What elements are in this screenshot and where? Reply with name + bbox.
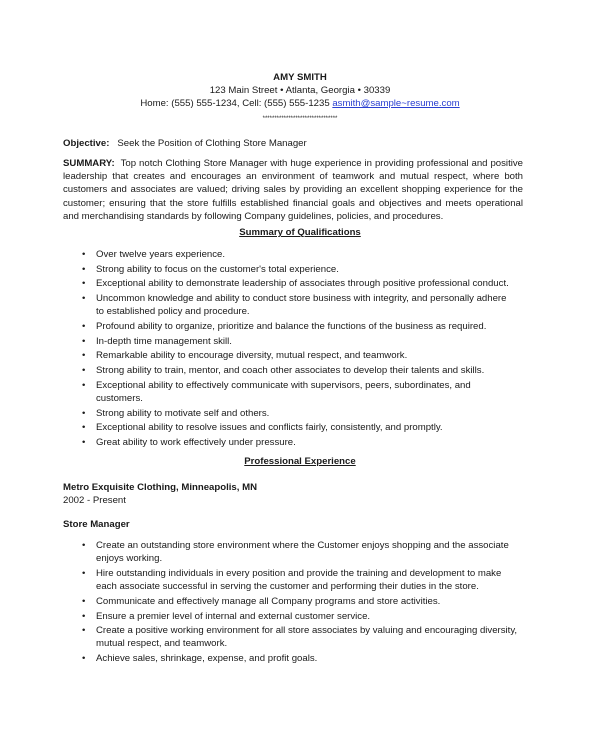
bullet-icon: • xyxy=(82,567,86,579)
summary-text: Top notch Clothing Store Manager with huge experience in providing professional and positive leadership that creates and encourages an environment of teamwork and mutual respect, where both customers and associates are valued; driving sales by providing an excellent shopping experience for the customer; ensuring that the store fulfills established financial goals and objectives and meets operational and merchandising standards by following Company guidelines, policies, and procedures. xyxy=(63,158,523,222)
list-item: • Create a positive working environment for all store associates by valuing and encouraging diversity, mutual respect, and teamwork. xyxy=(82,625,518,650)
summary-label: SUMMARY: xyxy=(63,158,115,169)
contact-line xyxy=(0,97,600,110)
objective-section xyxy=(63,137,523,150)
list-item: • Achieve sales, shrinkage, expense, and profit goals. xyxy=(82,653,318,665)
bullet-icon: • xyxy=(82,350,86,362)
list-item: • Create an outstanding store environment where the Customer enjoys shopping and the associate enjoys working. xyxy=(82,540,509,565)
list-item: • Ensure a premier level of internal and external customer service. xyxy=(82,610,371,622)
list-item: • In-depth time management skill. xyxy=(82,335,232,347)
qualifications-heading: Summary of Qualifications xyxy=(239,227,361,238)
bullet-icon: • xyxy=(82,335,86,347)
list-item: • Hire outstanding individuals in every position and provide the training and development to make each associate successful in serving the customer and performing their duties in the store. xyxy=(82,567,502,593)
bullet-icon: • xyxy=(82,625,86,637)
list-item: • Exceptional ability to resolve issues and conflicts fairly, consistently, and promptly. xyxy=(82,422,443,434)
bullet-icon: • xyxy=(82,407,86,419)
candidate-name: AMY SMITH xyxy=(273,72,327,83)
bullet-icon: • xyxy=(82,610,86,622)
list-item: • Strong ability to train, mentor, and coach other associates to develop their talents and skills. xyxy=(82,365,485,377)
objective-label: Objective: xyxy=(63,138,110,149)
list-item: • Exceptional ability to effectively communicate with supervisors, peers, subordinates, and customers. xyxy=(82,379,471,405)
duties-list xyxy=(82,539,522,667)
bullet-icon: • xyxy=(82,437,86,449)
employment-dates: 2002 - Present xyxy=(63,495,126,506)
list-item: • Strong ability to focus on the customer's total experience. xyxy=(82,263,339,275)
summary-section xyxy=(63,157,523,223)
bullet-icon: • xyxy=(82,293,86,305)
list-item: • Communicate and effectively manage all Company programs and store activities. xyxy=(82,595,441,607)
bullet-icon: • xyxy=(82,321,86,333)
objective-text: Seek the Position of Clothing Store Manager xyxy=(117,138,307,149)
email-link[interactable]: asmith@sample~resume.com xyxy=(332,98,460,109)
experience-heading: Professional Experience xyxy=(244,456,356,467)
bullet-icon: • xyxy=(82,263,86,275)
list-item: • Strong ability to motivate self and others. xyxy=(82,407,270,419)
qualifications-list xyxy=(82,248,512,451)
bullet-icon: • xyxy=(82,379,86,391)
bullet-icon: • xyxy=(82,422,86,434)
address-line: 123 Main Street • Atlanta, Georgia • 30339 xyxy=(209,85,391,96)
bullet-icon: • xyxy=(82,595,86,607)
list-item: • Exceptional ability to demonstrate leadership of associates through positive professional conduct. xyxy=(82,278,509,290)
list-item: • Uncommon knowledge and ability to conduct store business with integrity, and personally adhere to established policy and procedure. xyxy=(82,293,507,318)
job-title: Store Manager xyxy=(63,519,130,530)
phone-numbers: Home: (555) 555-1234, Cell: (555) 555-1235 xyxy=(140,98,330,109)
bullet-icon: • xyxy=(82,278,86,290)
employer-name: Metro Exquisite Clothing, Minneapolis, MN xyxy=(63,482,258,493)
header-divider: ******************************** xyxy=(262,116,338,122)
list-item: • Over twelve years experience. xyxy=(82,249,226,260)
bullet-icon: • xyxy=(82,249,86,260)
bullet-icon: • xyxy=(82,653,86,665)
list-item: • Remarkable ability to encourage diversity, mutual respect, and teamwork. xyxy=(82,350,408,362)
list-item: • Profound ability to organize, prioritize and balance the functions of the business as required. xyxy=(82,321,487,333)
bullet-icon: • xyxy=(82,365,86,377)
list-item: • Great ability to work effectively under pressure. xyxy=(82,437,296,449)
resume-header xyxy=(0,72,600,110)
bullet-icon: • xyxy=(82,540,86,551)
